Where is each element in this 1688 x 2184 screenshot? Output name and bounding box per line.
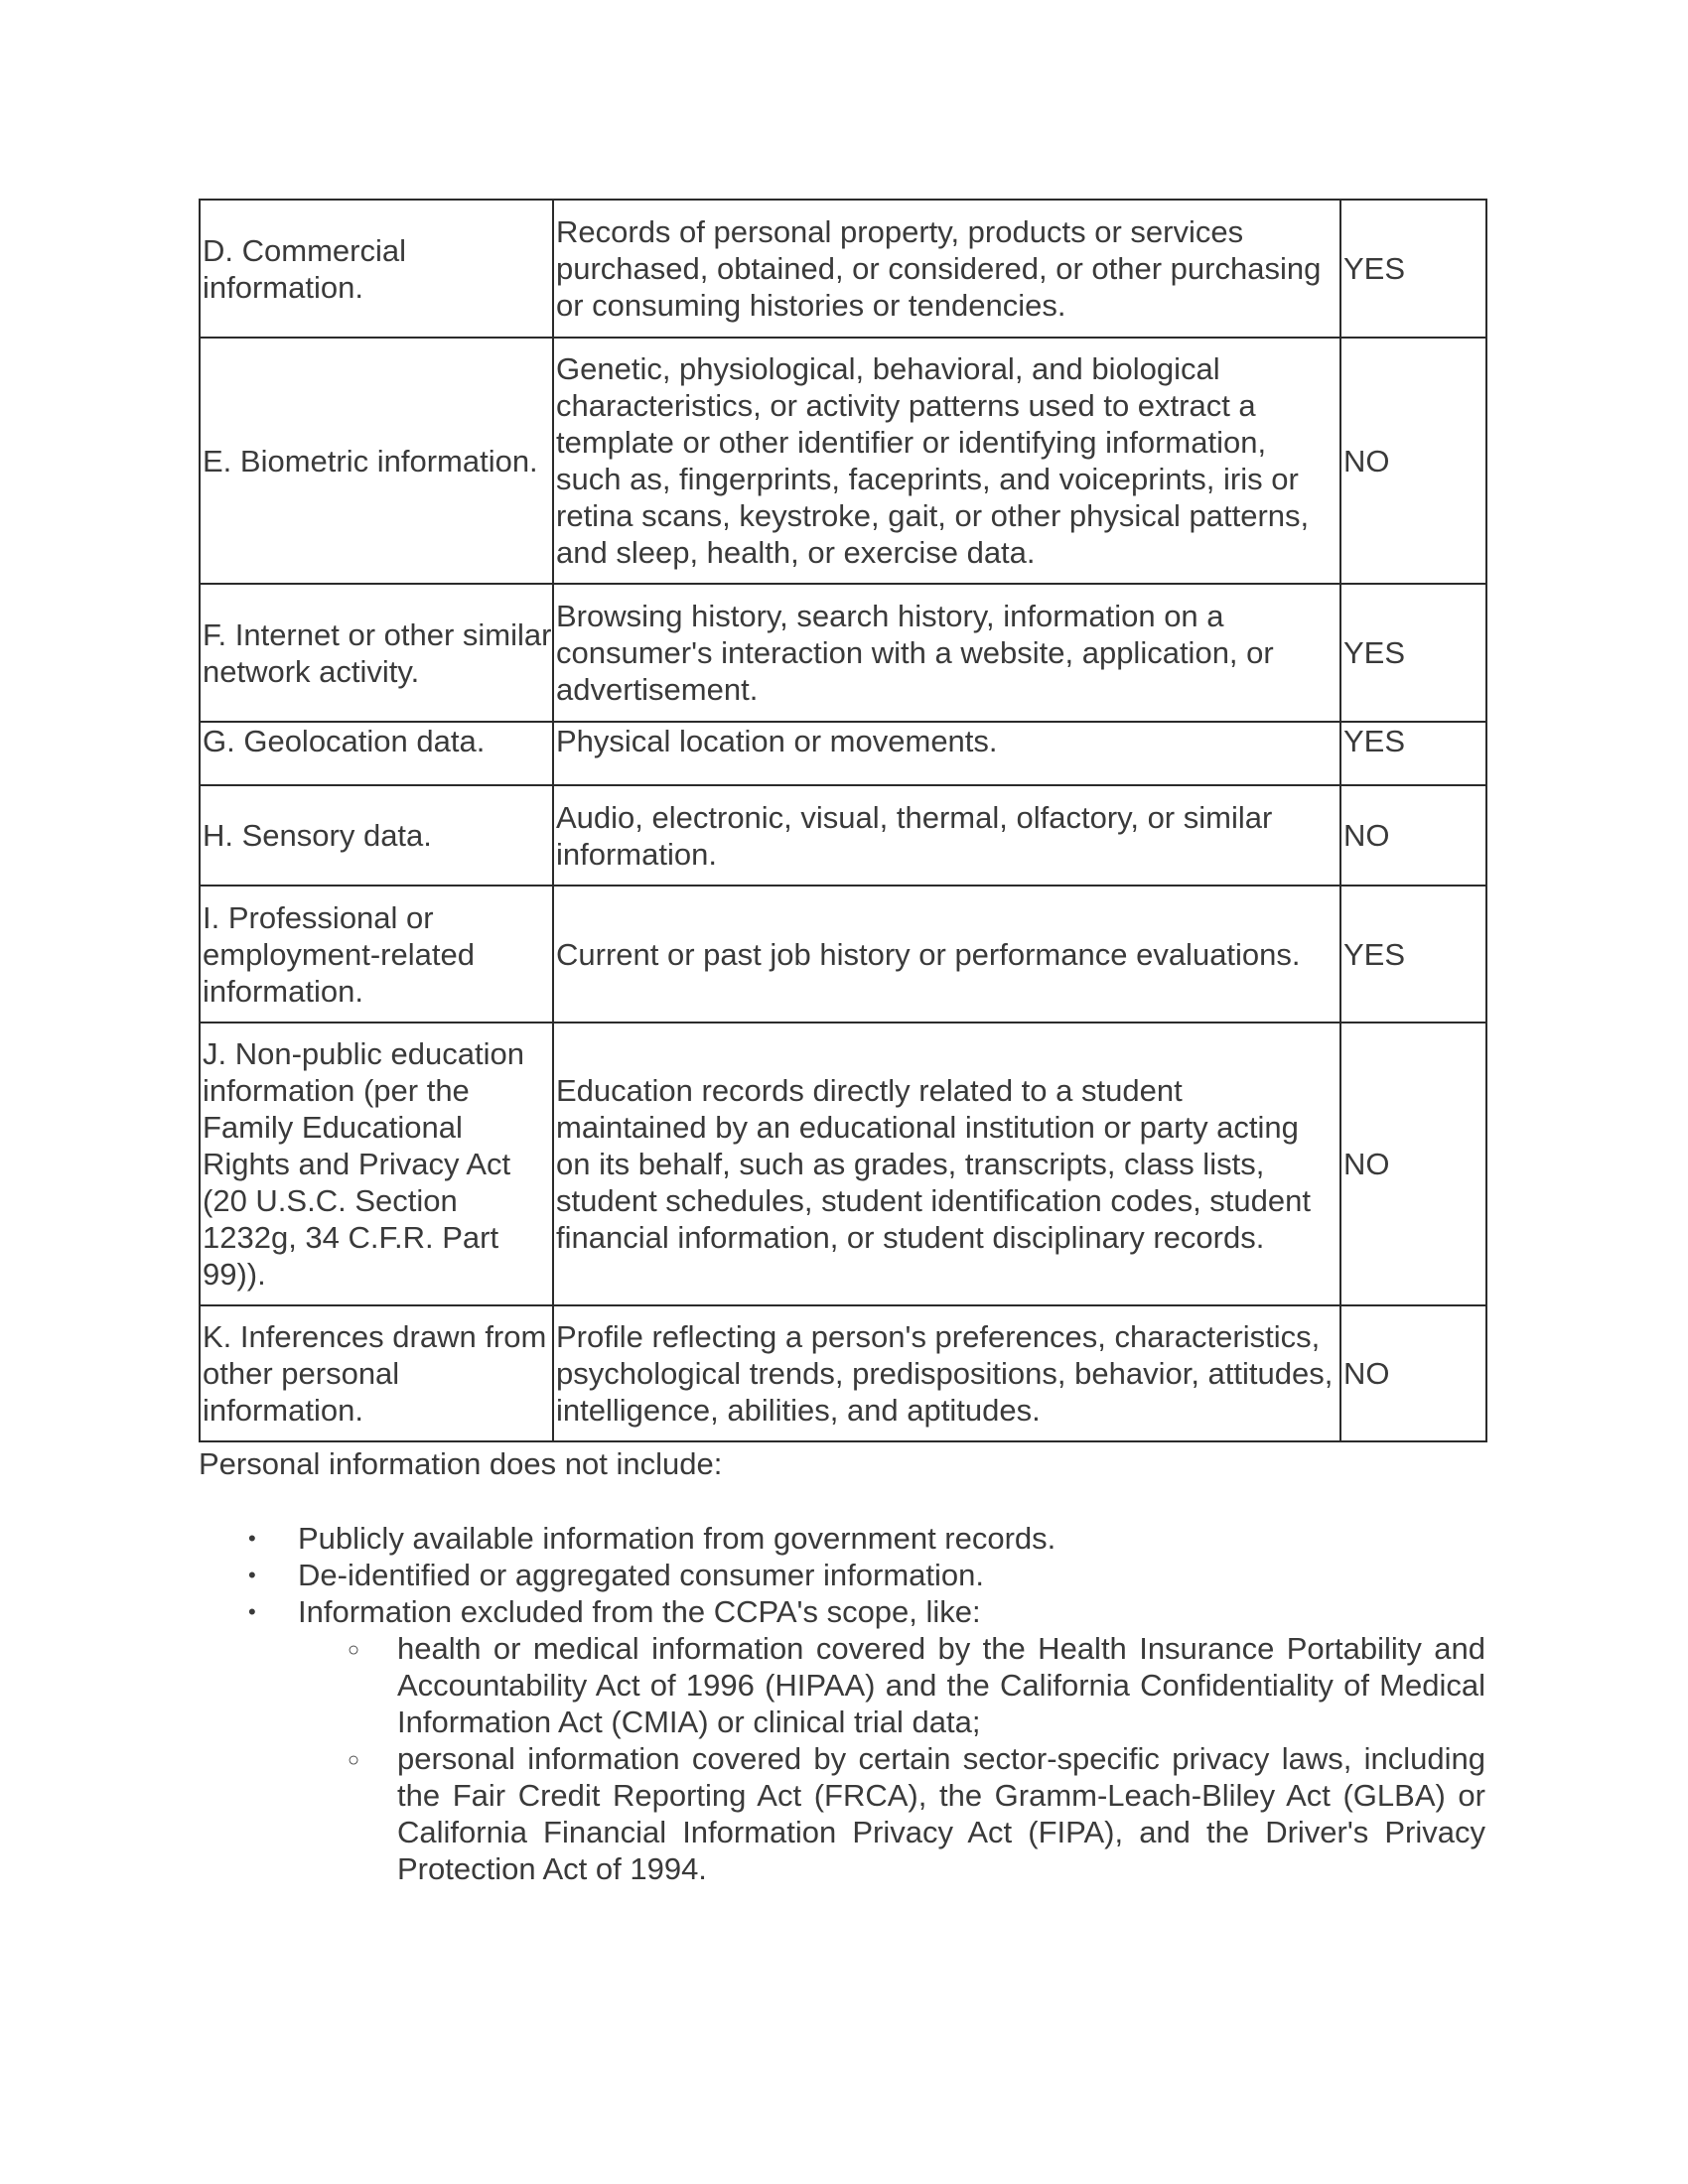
list-item-text: De-identified or aggregated consumer information. — [298, 1558, 984, 1592]
collected-cell: YES — [1340, 886, 1486, 1023]
list-item — [199, 1520, 1485, 1557]
category-cell: H. Sensory data. — [200, 785, 553, 886]
bullet-icon: • — [248, 1599, 256, 1624]
table-row — [200, 1023, 1486, 1305]
list-item-text: Information excluded from the CCPA's scope, like: — [298, 1594, 981, 1629]
category-cell: D. Commercial information. — [200, 200, 553, 338]
collected-cell: YES — [1340, 722, 1486, 785]
circle-bullet-icon: ○ — [348, 1639, 360, 1661]
table-row — [200, 722, 1486, 785]
examples-cell: Audio, electronic, visual, thermal, olfactory, or similar information. — [553, 785, 1340, 886]
collected-cell: YES — [1340, 200, 1486, 338]
list-item — [199, 1593, 1485, 1887]
document-page — [199, 199, 1485, 1887]
category-cell: J. Non-public education information (per the Family Educational Rights and Privacy Act (20 U.S.C. Section 1232g, 34 C.F.R. Part 99)). — [200, 1023, 553, 1305]
category-cell: F. Internet or other similar network activity. — [200, 584, 553, 722]
personal-info-categories-table — [199, 199, 1487, 1442]
category-cell: G. Geolocation data. — [200, 722, 553, 785]
sub-list — [298, 1630, 1485, 1887]
collected-cell: YES — [1340, 584, 1486, 722]
collected-cell: NO — [1340, 785, 1486, 886]
category-cell: E. Biometric information. — [200, 338, 553, 584]
collected-cell: NO — [1340, 1023, 1486, 1305]
examples-cell: Browsing history, search history, information on a consumer's interaction with a website, application, or advertisement. — [553, 584, 1340, 722]
list-item — [199, 1557, 1485, 1593]
sub-list-item — [199, 1740, 1485, 1887]
collected-cell: NO — [1340, 338, 1486, 584]
circle-bullet-icon: ○ — [348, 1749, 360, 1771]
table-row — [200, 584, 1486, 722]
bullet-icon: • — [248, 1563, 256, 1587]
sub-list-item — [199, 1630, 1485, 1740]
examples-cell: Physical location or movements. — [553, 722, 1340, 785]
category-cell: I. Professional or employment-related information. — [200, 886, 553, 1023]
examples-cell: Current or past job history or performance evaluations. — [553, 886, 1340, 1023]
category-cell: K. Inferences drawn from other personal information. — [200, 1305, 553, 1441]
examples-cell: Profile reflecting a person's preferences, characteristics, psychological trends, predispositions, behavior, attitudes, intelligence, abilities, and aptitudes. — [553, 1305, 1340, 1441]
table-row — [200, 200, 1486, 338]
list-item-text: Publicly available information from government records. — [298, 1521, 1056, 1556]
examples-cell: Education records directly related to a student maintained by an educational institution or party acting on its behalf, such as grades, transcripts, class lists, student schedules, student identification codes, student financial information, or student disciplinary records. — [553, 1023, 1340, 1305]
examples-cell: Records of personal property, products or services purchased, obtained, or considered, or other purchasing or consuming histories or tendencies. — [553, 200, 1340, 338]
table-row — [200, 1305, 1486, 1441]
sub-list-item-text: personal information covered by certain sector-specific privacy laws, including the Fair Credit Reporting Act (FRCA), the Gramm-Leach-Bliley Act (GLBA) or California Financial Information Privacy Act (FIPA), and the Driver's Privacy Protection Act of 1994. — [397, 1741, 1485, 1886]
exclusions-intro: Personal information does not include: — [199, 1446, 723, 1481]
sub-list-item-text: health or medical information covered by the Health Insurance Portability and Accountability Act of 1996 (HIPAA) and the California Confidentiality of Medical Information Act (CMIA) or clinical trial data; — [397, 1631, 1485, 1739]
table-row — [200, 785, 1486, 886]
collected-cell: NO — [1340, 1305, 1486, 1441]
exclusions-list — [199, 1520, 1485, 1887]
bullet-icon: • — [248, 1526, 256, 1551]
examples-cell: Genetic, physiological, behavioral, and biological characteristics, or activity patterns used to extract a template or other identifier or identifying information, such as, fingerprints, faceprints, and voiceprints, iris or retina scans, keystroke, gait, or other physical patterns, and sleep, health, or exercise data. — [553, 338, 1340, 584]
table-row — [200, 338, 1486, 584]
table-row — [200, 886, 1486, 1023]
